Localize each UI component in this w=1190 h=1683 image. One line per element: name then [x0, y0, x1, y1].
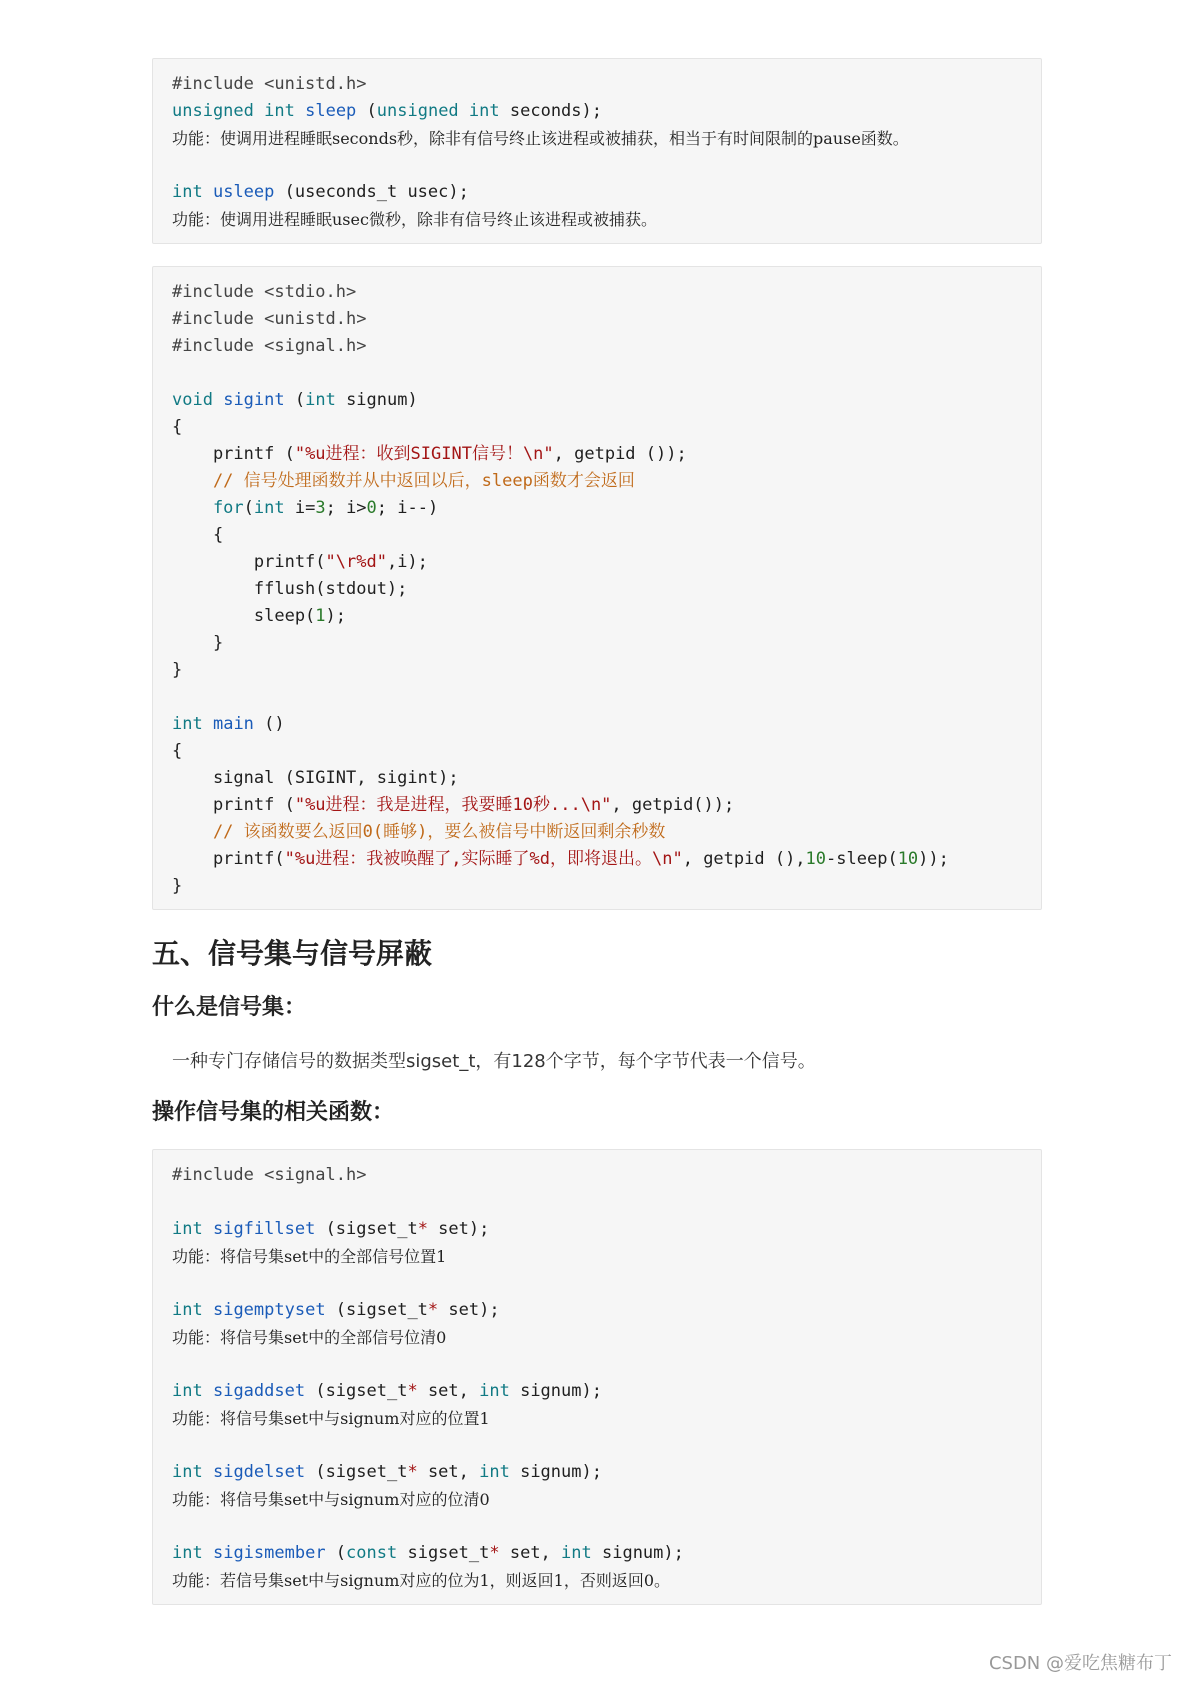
keyword: int — [264, 101, 295, 121]
code-line — [172, 792, 1022, 819]
blank-line — [172, 1189, 1022, 1216]
code-text: ); — [325, 606, 347, 626]
code-line: #include <unistd.h> — [172, 74, 367, 94]
code-text: (sigset_t — [305, 1462, 408, 1482]
keyword: int — [172, 1462, 203, 1482]
code-text: signum) — [335, 390, 418, 410]
code-line — [172, 495, 1022, 522]
code-text: printf( — [172, 552, 326, 572]
subheading: 操作信号集的相关函数： — [152, 1100, 395, 1125]
code-line — [172, 1297, 1022, 1324]
code-block-example — [152, 266, 1042, 910]
function-name: sigint — [223, 390, 285, 410]
pointer-star: * — [407, 1462, 418, 1482]
code-line — [172, 98, 1022, 125]
blank-line — [172, 1270, 1022, 1297]
keyword: const — [346, 1543, 398, 1563]
string-literal: "%u进程：收到SIGINT信号！\n" — [294, 444, 554, 464]
code-desc: 功能：将信号集set中的全部信号位清0 — [172, 1328, 447, 1347]
code-desc: 功能：若信号集set中与signum对应的位为1，则返回1，否则返回0。 — [172, 1571, 671, 1590]
keyword: int — [172, 1300, 203, 1320]
code-line — [172, 711, 1022, 738]
code-line: fflush(stdout); — [172, 579, 408, 599]
code-text: -sleep( — [826, 849, 898, 869]
keyword: int — [561, 1543, 592, 1563]
code-text: i= — [284, 498, 316, 518]
code-text: ( — [356, 101, 377, 121]
blank-line — [172, 1351, 1022, 1378]
subheading: 什么是信号集： — [152, 995, 307, 1020]
number-literal: 1 — [315, 606, 326, 626]
blank-line — [172, 1432, 1022, 1459]
function-name: sigdelset — [212, 1462, 306, 1482]
code-text: signum); — [509, 1462, 602, 1482]
code-text: set, — [499, 1543, 562, 1563]
code-text: ; i> — [325, 498, 367, 518]
code-line: { — [172, 525, 224, 545]
function-name: sigaddset — [212, 1381, 306, 1401]
keyword: int — [479, 1381, 510, 1401]
code-line — [172, 549, 1022, 576]
blank-line — [172, 360, 1022, 387]
number-literal: 10 — [897, 849, 919, 869]
code-line: #include <signal.h> — [172, 1165, 367, 1185]
code-line — [172, 1378, 1022, 1405]
pointer-star: * — [489, 1543, 500, 1563]
code-text: printf ( — [172, 795, 295, 815]
keyword: unsigned — [376, 101, 459, 121]
code-text: signum); — [591, 1543, 684, 1563]
function-name: sigfillset — [212, 1219, 316, 1239]
pointer-star: * — [407, 1381, 418, 1401]
code-line: #include <unistd.h> — [172, 309, 367, 329]
code-desc: 功能：将信号集set中的全部信号位置1 — [172, 1247, 447, 1266]
code-block-sigset-functions — [152, 1149, 1042, 1605]
code-text: () — [253, 714, 285, 734]
code-line — [172, 441, 1022, 468]
code-text: , getpid ()); — [553, 444, 687, 464]
code-text: )); — [918, 849, 949, 869]
code-comment: // 信号处理函数并从中返回以后，sleep函数才会返回 — [172, 471, 635, 491]
code-line: signal (SIGINT, sigint); — [172, 768, 459, 788]
code-text: set); — [427, 1219, 490, 1239]
code-line: } — [172, 660, 183, 680]
blank-line — [172, 684, 1022, 711]
code-line — [172, 1459, 1022, 1486]
code-line — [172, 603, 1022, 630]
keyword: int — [172, 714, 203, 734]
code-text: ( — [243, 498, 254, 518]
code-text: printf( — [172, 849, 285, 869]
keyword: int — [172, 1219, 203, 1239]
code-text: sleep( — [172, 606, 316, 626]
blank-line — [172, 152, 1022, 179]
function-name: sleep — [305, 101, 357, 121]
pointer-star: * — [417, 1219, 428, 1239]
code-line — [172, 179, 1022, 206]
keyword: int — [172, 1381, 203, 1401]
keyword: int — [468, 101, 500, 121]
code-text: seconds); — [499, 101, 602, 121]
code-text: set); — [438, 1300, 500, 1320]
code-text: sigset_t — [397, 1543, 490, 1563]
number-literal: 0 — [366, 498, 377, 518]
code-text: signum); — [509, 1381, 602, 1401]
string-literal: "%u进程：我被唤醒了,实际睡了%d，即将退出。\n" — [284, 849, 683, 869]
paragraph: 一种专门存储信号的数据类型sigset_t，有128个字节，每个字节代表一个信号。 — [172, 1051, 816, 1072]
code-line: } — [172, 876, 183, 896]
keyword: for — [172, 498, 244, 518]
code-text: ( — [284, 390, 306, 410]
code-desc: 功能：将信号集set中与signum对应的位清0 — [172, 1490, 490, 1509]
code-line: } — [172, 633, 224, 653]
code-desc: 功能：使调用进程睡眠usec微秒，除非有信号终止该进程或被捕获。 — [172, 210, 657, 229]
code-text: printf ( — [172, 444, 295, 464]
code-text: ; i--) — [376, 498, 439, 518]
code-text: (useconds_t usec); — [274, 182, 469, 202]
keyword: int — [172, 182, 203, 202]
string-literal: "%u进程：我是进程，我要睡10秒...\n" — [294, 795, 612, 815]
function-name: main — [212, 714, 254, 734]
keyword: int — [253, 498, 285, 518]
code-desc: 功能：将信号集set中与signum对应的位置1 — [172, 1409, 490, 1428]
string-literal: "\r%d" — [325, 552, 387, 572]
code-line: { — [172, 741, 183, 761]
pointer-star: * — [427, 1300, 439, 1320]
function-name: usleep — [212, 182, 275, 202]
code-text: ,i); — [386, 552, 428, 572]
code-text: set, — [417, 1381, 480, 1401]
code-text: , getpid()); — [611, 795, 735, 815]
code-text: , getpid (), — [682, 849, 806, 869]
code-line — [172, 1216, 1022, 1243]
code-desc: 功能：使调用进程睡眠seconds秒，除非有信号终止该进程或被捕获，相当于有时间限制的pause函数。 — [172, 129, 909, 148]
keyword: int — [479, 1462, 510, 1482]
code-line: #include <stdio.h> — [172, 282, 357, 302]
code-text: (sigset_t — [305, 1381, 408, 1401]
code-text: set, — [417, 1462, 480, 1482]
number-literal: 10 — [805, 849, 827, 869]
code-text: (sigset_t — [325, 1300, 428, 1320]
keyword: void — [172, 390, 213, 410]
keyword: unsigned — [172, 101, 254, 121]
blank-line — [172, 1513, 1022, 1540]
keyword: int — [172, 1543, 203, 1563]
code-line: { — [172, 417, 183, 437]
code-block-sleep — [152, 58, 1042, 244]
code-line — [172, 387, 1022, 414]
code-comment: // 该函数要么返回0(睡够)，要么被信号中断返回剩余秒数 — [172, 822, 666, 842]
code-line — [172, 1540, 1022, 1567]
code-line: #include <signal.h> — [172, 336, 367, 356]
function-name: sigemptyset — [212, 1300, 326, 1320]
section-heading: 五、信号集与信号屏蔽 — [152, 937, 433, 970]
function-name: sigismember — [212, 1543, 326, 1563]
keyword: int — [305, 390, 336, 410]
number-literal: 3 — [315, 498, 326, 518]
code-line — [172, 846, 1022, 873]
code-text: ( — [325, 1543, 347, 1563]
code-text: (sigset_t — [315, 1219, 418, 1239]
watermark: CSDN @爱吃焦糖布丁 — [988, 1653, 1172, 1674]
